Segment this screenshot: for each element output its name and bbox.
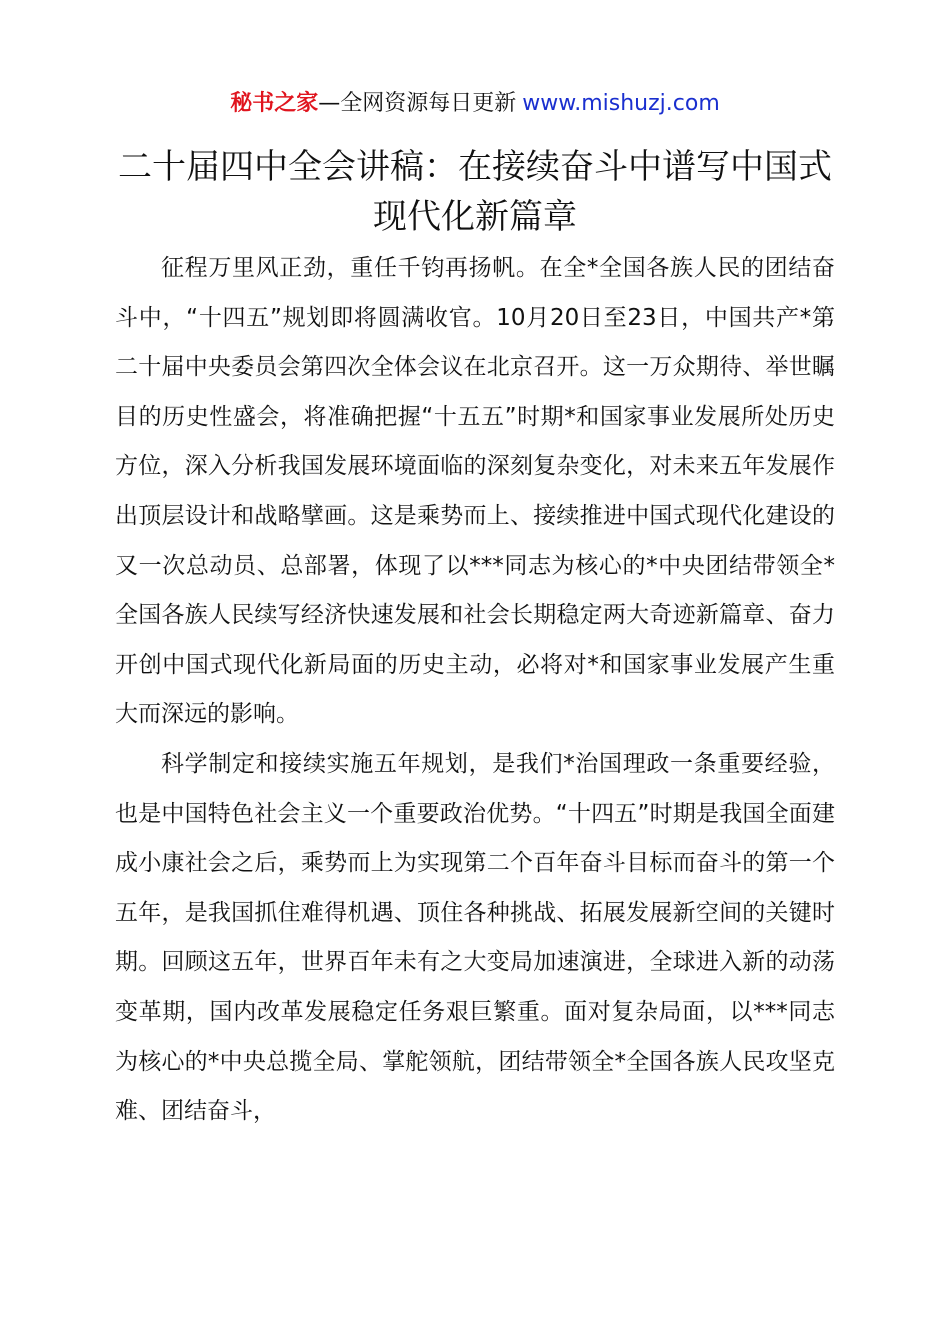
site-brand: 秘书之家 — [230, 91, 319, 116]
site-url-link[interactable]: www.mishuzj.com — [522, 91, 720, 116]
site-tagline: —全网资源每日更新 — [318, 91, 517, 116]
paragraph-2: 科学制定和接续实施五年规划，是我们*治国理政一条重要经验，也是中国特色社会主义一个重要政治优势。“十四五”时期是我国全面建成小康社会之后，乘势而上为实现第二个百年奋斗目标而奋斗的第一个五年，是我国抓住难得机遇、顶住各种挑战、拓展发展新空间的关键时期。回顾这五年，世界百年未有之大变局加速演进，全球进入新的动荡变革期，国内改革发展稳定任务艰巨繁重。面对复杂局面，以***同志为核心的*中央总揽全局、掌舵领航，团结带领全*全国各族人民攻坚克难、团结奋斗， — [115, 750, 835, 1125]
document-body — [115, 244, 835, 1137]
paragraph-1: 征程万里风正劲，重任千钧再扬帆。在全*全国各族人民的团结奋斗中，“十四五”规划即将圆满收官。10月20日至23日，中国共产*第二十届中央委员会第四次全体会议在北京召开。这一万众期待、举世瞩目的历史性盛会，将准确把握“十五五”时期*和国家事业发展所处历史方位，深入分析我国发展环境面临的深刻复杂变化，对未来五年发展作出顶层设计和战略擘画。这是乘势而上、接续推进中国式现代化建设的又一次总动员、总部署，体现了以***同志为核心的*中央团结带领全*全国各族人民续写经济快速发展和社会长期稳定两大奇迹新篇章、奋力开创中国式现代化新局面的历史主动，必将对*和国家事业发展产生重大而深远的影响。 — [115, 255, 835, 728]
document-title: 二十届四中全会讲稿：在接续奋斗中谱写中国式现代化新篇章 — [118, 147, 832, 237]
site-header — [0, 88, 950, 120]
